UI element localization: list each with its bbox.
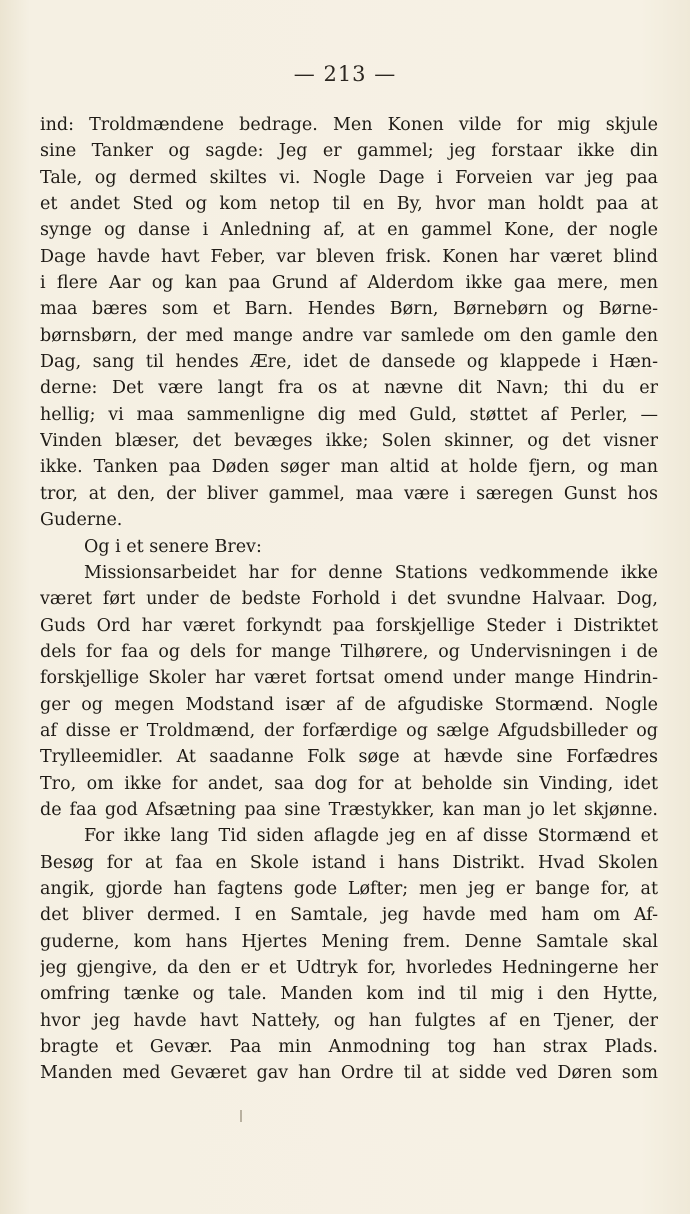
text-line: guderne, kom hans Hjertes Mening frem. Denne Samtale skal [40,931,658,952]
text-line: bragte et Gevær. Paa min Anmodning tog han strax Plads. [40,1037,658,1058]
text-line: angik, gjorde han fagtens gode Løfter; men jeg er bange for, at [40,878,658,899]
text-line: forskjellige Skoler har været fortsat omend under mange Hindrin- [40,668,658,689]
text-line: af disse er Troldmænd, der forfærdige og sælge Afgudsbilleder og [40,720,658,741]
text-line: maa bæres som et Barn. Hendes Børn, Børnebørn og Børne- [40,299,658,320]
text-line: hellig; vi maa sammenligne dig med Guld, støttet af Perler, — [40,404,658,425]
page-number: — 213 — [293,62,397,86]
text-line: været ført under de bedste Forhold i det svundne Halvaar. Dog, [40,589,658,610]
text-line: Guds Ord har været forkyndt paa forskjellige Steder i Distriktet [40,615,658,636]
text-line: Manden med Geværet gav han Ordre til at sidde ved Døren som [40,1063,658,1084]
text-line: Tro, om ikke for andet, saa dog for at beholde sin Vinding, idet [40,773,658,794]
text-line: det bliver dermed. I en Samtale, jeg havde med ham om Af- [40,905,658,926]
text-line: ikke. Tanken paa Døden søger man altid at holde fjern, og man [40,457,658,478]
text-line: hvor jeg havde havt Natteły, og han fulgtes af en Tjener, der [40,1010,658,1031]
text-line: For ikke lang Tid siden aflagde jeg en af disse Stormænd et [84,826,658,847]
text-line: Trylleemidler. At saadanne Folk søge at hævde sine Forfædres [40,747,658,768]
body-text [40,112,658,1087]
text-line: dels for faa og dels for mange Tilhørere, og Undervisningen i de [40,641,658,662]
text-line: et andet Sted og kom netop til en By, hvor man holdt paa at [40,194,658,215]
text-line: Missionsarbeidet har for denne Stations vedkommende ikke [84,562,658,583]
paper-mark [240,1110,242,1122]
text-line: de faa god Afsætning paa sine Træstykker, kan man jo let skjønne. [40,799,658,820]
text-line: børnsbørn, der med mange andre var samlede om den gamle den [40,325,658,346]
text-line: Og i et senere Brev: [84,536,262,557]
text-line: Dage havde havt Feber, var bleven frisk. Konen har været blind [40,246,658,267]
text-line: Tale, og dermed skiltes vi. Nogle Dage i Forveien var jeg paa [40,167,658,188]
text-line: ind: Troldmændene bedrage. Men Konen vilde for mig skjule [40,115,658,135]
text-line: Vinden blæser, det bevæges ikke; Solen skinner, og det visner [40,431,658,452]
text-line: Dag, sang til hendes Ære, idet de dansede og klappede i Hæn- [40,352,658,373]
text-line: tror, at den, der bliver gammel, maa være i særegen Gunst hos [40,483,658,504]
text-line: sine Tanker og sagde: Jeg er gammel; jeg forstaar ikke din [40,141,658,162]
text-line: synge og danse i Anledning af, at en gammel Kone, der nogle [40,220,658,241]
text-line: jeg gjengive, da den er et Udtryk for, hvorledes Hedningerne her [40,958,658,978]
text-line: Besøg for at faa en Skole istand i hans Distrikt. Hvad Skolen [40,852,658,873]
text-line: derne: Det være langt fra os at nævne dit Navn; thi du er [40,378,658,399]
text-line: Guderne. [40,510,123,531]
text-line: i flere Aar og kan paa Grund af Alderdom ikke gaa mere, men [40,273,658,294]
text-line: ger og megen Modstand især af de afgudiske Stormænd. Nogle [40,694,658,715]
text-line: omfring tænke og tale. Manden kom ind til mig i den Hytte, [40,984,658,1005]
